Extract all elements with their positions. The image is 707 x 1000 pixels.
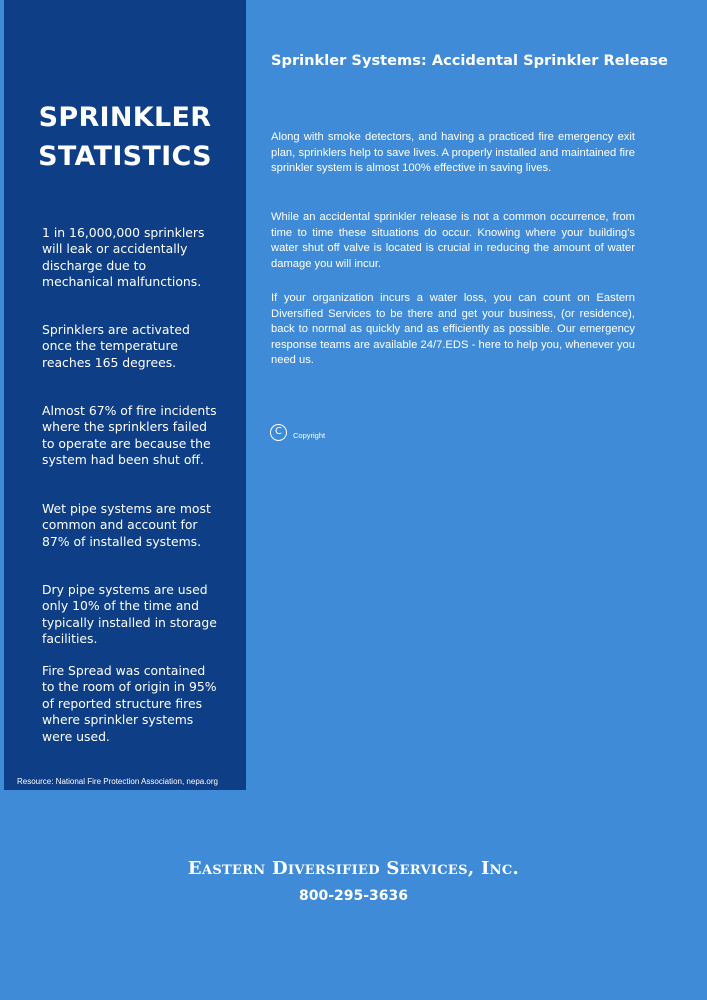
body-paragraph: Along with smoke detectors, and having a practiced fire emergency exit plan, sprinklers help to save lives. A properly installed and maintained fire sprinkler system is almost 100% effective in saving lives. bbox=[271, 131, 635, 175]
stat-item: 1 in 16,000,000 sprinklers will leak or accidentally discharge due to mechanical malfunctions. bbox=[42, 225, 205, 290]
sidebar-title-line-1: SPRINKLER bbox=[38, 102, 212, 133]
resource-citation: Resource: National Fire Protection Association, nepa.org bbox=[17, 777, 218, 786]
copyright-label: Copyright bbox=[293, 430, 326, 440]
body-paragraph: If your organization incurs a water loss, you can count on Eastern Diversified Services to be there and get your business, (or residence), back to normal as quickly and as efficiently as possible. Our emergency response teams are available 24/7.EDS - here to help you, whenever you need us. bbox=[271, 292, 635, 367]
stat-item: Dry pipe systems are used only 10% of the time and typically installed in storage facilities. bbox=[42, 582, 217, 647]
sidebar-title bbox=[0, 98, 250, 176]
stat-item: Almost 67% of fire incidents where the sprinklers failed to operate are because the system had been shut off. bbox=[42, 403, 217, 468]
copyright-notice bbox=[270, 424, 325, 441]
stat-item: Sprinklers are activated once the temperature reaches 165 degrees. bbox=[42, 322, 190, 370]
body-paragraph: While an accidental sprinkler release is not a common occurrence, from time to time these situations do occur. Knowing where your building's water shut off valve is located is crucial in reducing the amount of water damage you will incur. bbox=[271, 211, 635, 270]
sidebar-title-line-2: STATISTICS bbox=[38, 141, 212, 172]
copyright-icon: C bbox=[270, 424, 287, 441]
stat-item: Fire Spread was contained to the room of origin in 95% of reported structure fires where sprinkler systems were used. bbox=[42, 663, 217, 744]
stat-item: Wet pipe systems are most common and account for 87% of installed systems. bbox=[42, 501, 211, 549]
company-name: Eastern Diversified Services, Inc. bbox=[187, 858, 520, 879]
page-title: Sprinkler Systems: Accidental Sprinkler Release bbox=[271, 52, 668, 69]
phone-number: 800-295-3636 bbox=[298, 888, 409, 904]
